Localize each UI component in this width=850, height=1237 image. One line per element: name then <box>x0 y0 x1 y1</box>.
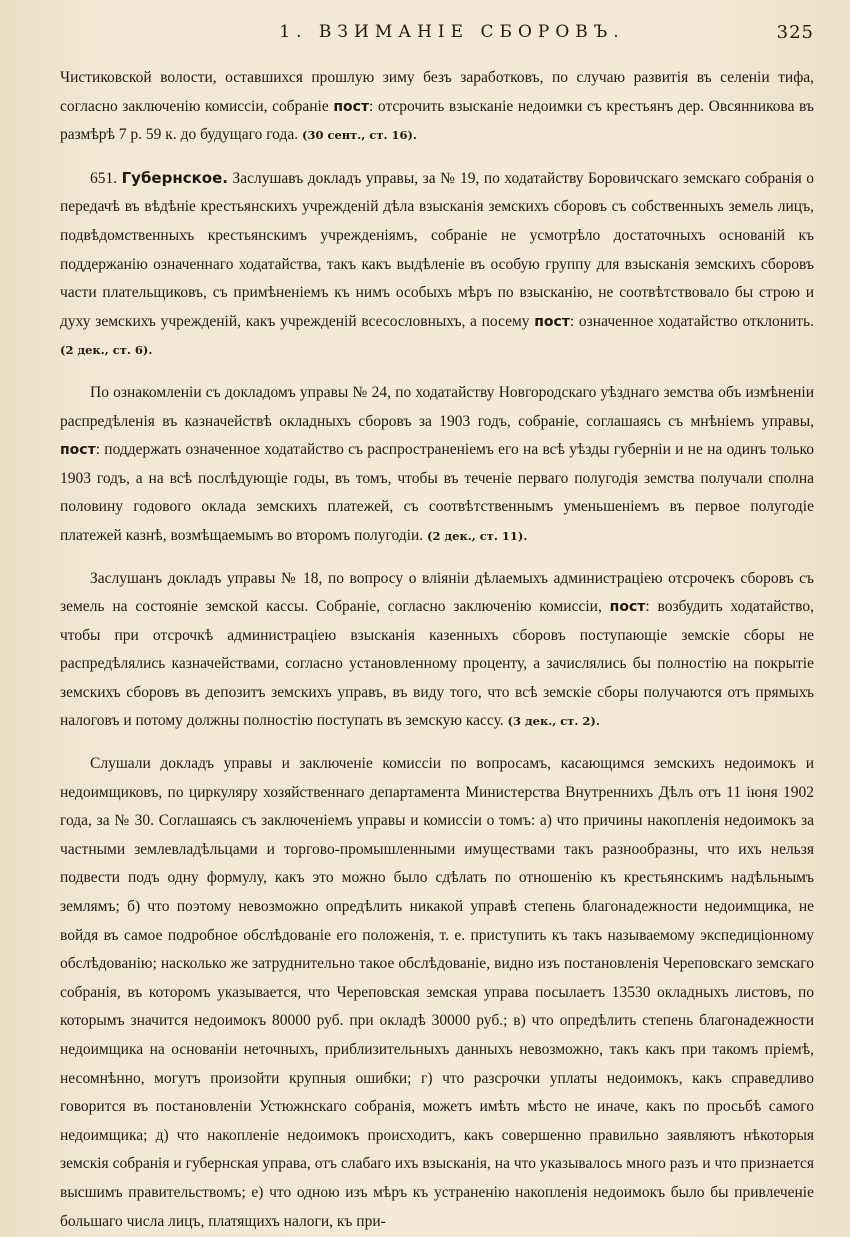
running-header <box>60 22 814 52</box>
text: Чистиковской волости, оставшихся прошлую зиму безъ заработковъ, по случаю развитія въ селеніи тифа, согласно заключенію комиссіи, собраніе <box>60 69 814 115</box>
reference: (30 сент., ст. 16). <box>302 128 417 143</box>
text: Заслушавъ докладъ управы, за № 19, по ходатайству Боровичскаго земскаго собранія о передачѣ въ вѣдѣніе крестьянскихъ учрежденій дѣла взысканія земскихъ сборовъ съ собственныхъ земель лицъ, подвѣдомственныхъ крестьянскимъ учрежденіямъ, собраніе не усмотрѣло достаточныхъ основаній къ поддержанію означеннаго ходатайства, такъ какъ выдѣленіе въ особую группу для взысканія земскихъ сборовъ части плательщиковъ, съ примѣненіемъ къ нимъ особыхъ мѣръ по взысканію, не соотвѣтствовало бы строю и духу земскихъ учрежденій, какъ учрежденій всесословныхъ, а посему <box>60 169 815 330</box>
text: По ознакомленіи съ докладомъ управы № 24, по ходатайству Новгородскаго уѣзднаго земства объ измѣненіи распредѣленія въ казначействѣ окладныхъ сборовъ за 1903 годъ, собраніе, соглашаясь съ мнѣніемъ управы, <box>60 383 814 430</box>
paragraph-651 <box>60 164 814 365</box>
page-number: 325 <box>776 22 814 43</box>
section-title: 1. ВЗИМАНІЕ СБОРОВЪ. <box>279 22 625 42</box>
text: : отсрочить взысканіе недоимки съ крестьянъ дер. Овсянникова въ размѣрѣ 7 р. 59 к. до будущаго года. <box>60 97 814 144</box>
paragraph-5 <box>60 750 814 1236</box>
paragraph-1 <box>60 64 814 150</box>
reference: (2 дек., ст. 6). <box>60 343 153 358</box>
text: Заслушанъ докладъ управы № 18, по вопросу о вліяніи дѣлаемыхъ администраціею отсрочекъ сборовъ съ земель на состояніе земской кассы. Собраніе, согласно заключенію комиссіи, <box>60 569 814 616</box>
text: : возбудить ходатайство, чтобы при отсрочкѣ администраціею взысканія казенныхъ сборовъ поступающіе земскіе сборы не распредѣлялись казначействами, согласно установленному проценту, а зачислялись бы полностію на покрытіе земскихъ сборовъ въ депозитъ земскихъ управъ, въ виду того, что всѣ земскіе сборы получаются отъ прямыхъ налоговъ и потому должны полностію поступать въ земскую кассу. <box>60 598 814 730</box>
paragraph-3 <box>60 379 814 551</box>
text: 651. <box>90 169 122 187</box>
bold-text: Губернское. <box>121 168 228 187</box>
bold-text: пост <box>609 599 646 616</box>
text: : поддержать означенное ходатайство съ распространеніемъ его на всѣ уѣзды губерніи и не на одинъ только 1903 годъ, а на всѣ послѣдующіе годы, въ томъ, чтобы въ теченіе перваго полугодія земства получали сполна половину годового оклада земскихъ платежей, съ соотвѣтственнымъ уменьшеніемъ въ первое полугодіе платежей казнѣ, возмѣщаемымъ во второмъ полугодіи. <box>60 441 814 544</box>
text: Слушали докладъ управы и заключеніе комиссіи по вопросамъ, касающимся земскихъ недоимокъ и недоимщиковъ, по циркуляру хозяйственнаго департамента Министерства Внутреннихъ Дѣлъ отъ 11 іюня 1902 года, за № 30. Соглашаясь съ заключеніемъ управы и комиссіи о томъ: а) что причины накопленія недоимокъ за частными землевладѣльцами и торгово-промышленными имуществами такъ разнообразны, что ихъ нельзя подвести подъ одну формулу, какъ это можно было сдѣлать по отношенію къ крестьянскимъ надѣльнымъ землямъ; б) что поэтому невозможно опредѣлить никакой управѣ степень благонадежности недоимщика, не войдя въ самое подробное обслѣдованіе его положенія, т. е. приступить къ такъ называемому экспедиціонному обслѣдованію; насколько же затруднительно такое обслѣдованіе, видно изъ постановленія Череповскаго земскаго собранія, въ которомъ указывается, что Череповская земская управа посылаетъ 13530 окладныхъ листовъ, по которымъ значится недоимокъ 80000 руб. при окладѣ 30000 руб.; в) что опредѣлить степень благонадежности недоимщика на основаніи неточныхъ, приблизительныхъ данныхъ невозможно, такъ какъ при такомъ пріемѣ, несомнѣнно, могутъ произойти крупныя ошибки; г) что разсрочки уплаты недоимокъ, какъ справедливо говорится въ постановленіи Устюжнскаго собранія, можетъ имѣть мѣсто не иначе, какъ по просьбѣ самого недоимщика; д) что накопленіе недоимокъ происходитъ, какъ совершенно правильно заявляютъ нѣкоторыя земскія собранія и губернская управа, отъ слабаго ихъ взысканія, на что указывалось много разъ и что признается высшимъ правительствомъ; е) что одною изъ мѣръ къ устраненію накопленія недоимокъ было бы привлеченіе большаго числа лицъ, платящихъ налоги, къ при- <box>60 755 814 1230</box>
paragraph-4 <box>60 565 814 737</box>
bold-text: пост <box>333 98 370 115</box>
bold-text: пост <box>60 442 96 459</box>
reference: (2 дек., ст. 11). <box>427 528 528 543</box>
text: : означенное ходатайство отклонить. <box>569 312 814 330</box>
bold-text: пост <box>534 313 570 330</box>
reference: (3 дек., ст. 2). <box>507 714 600 729</box>
